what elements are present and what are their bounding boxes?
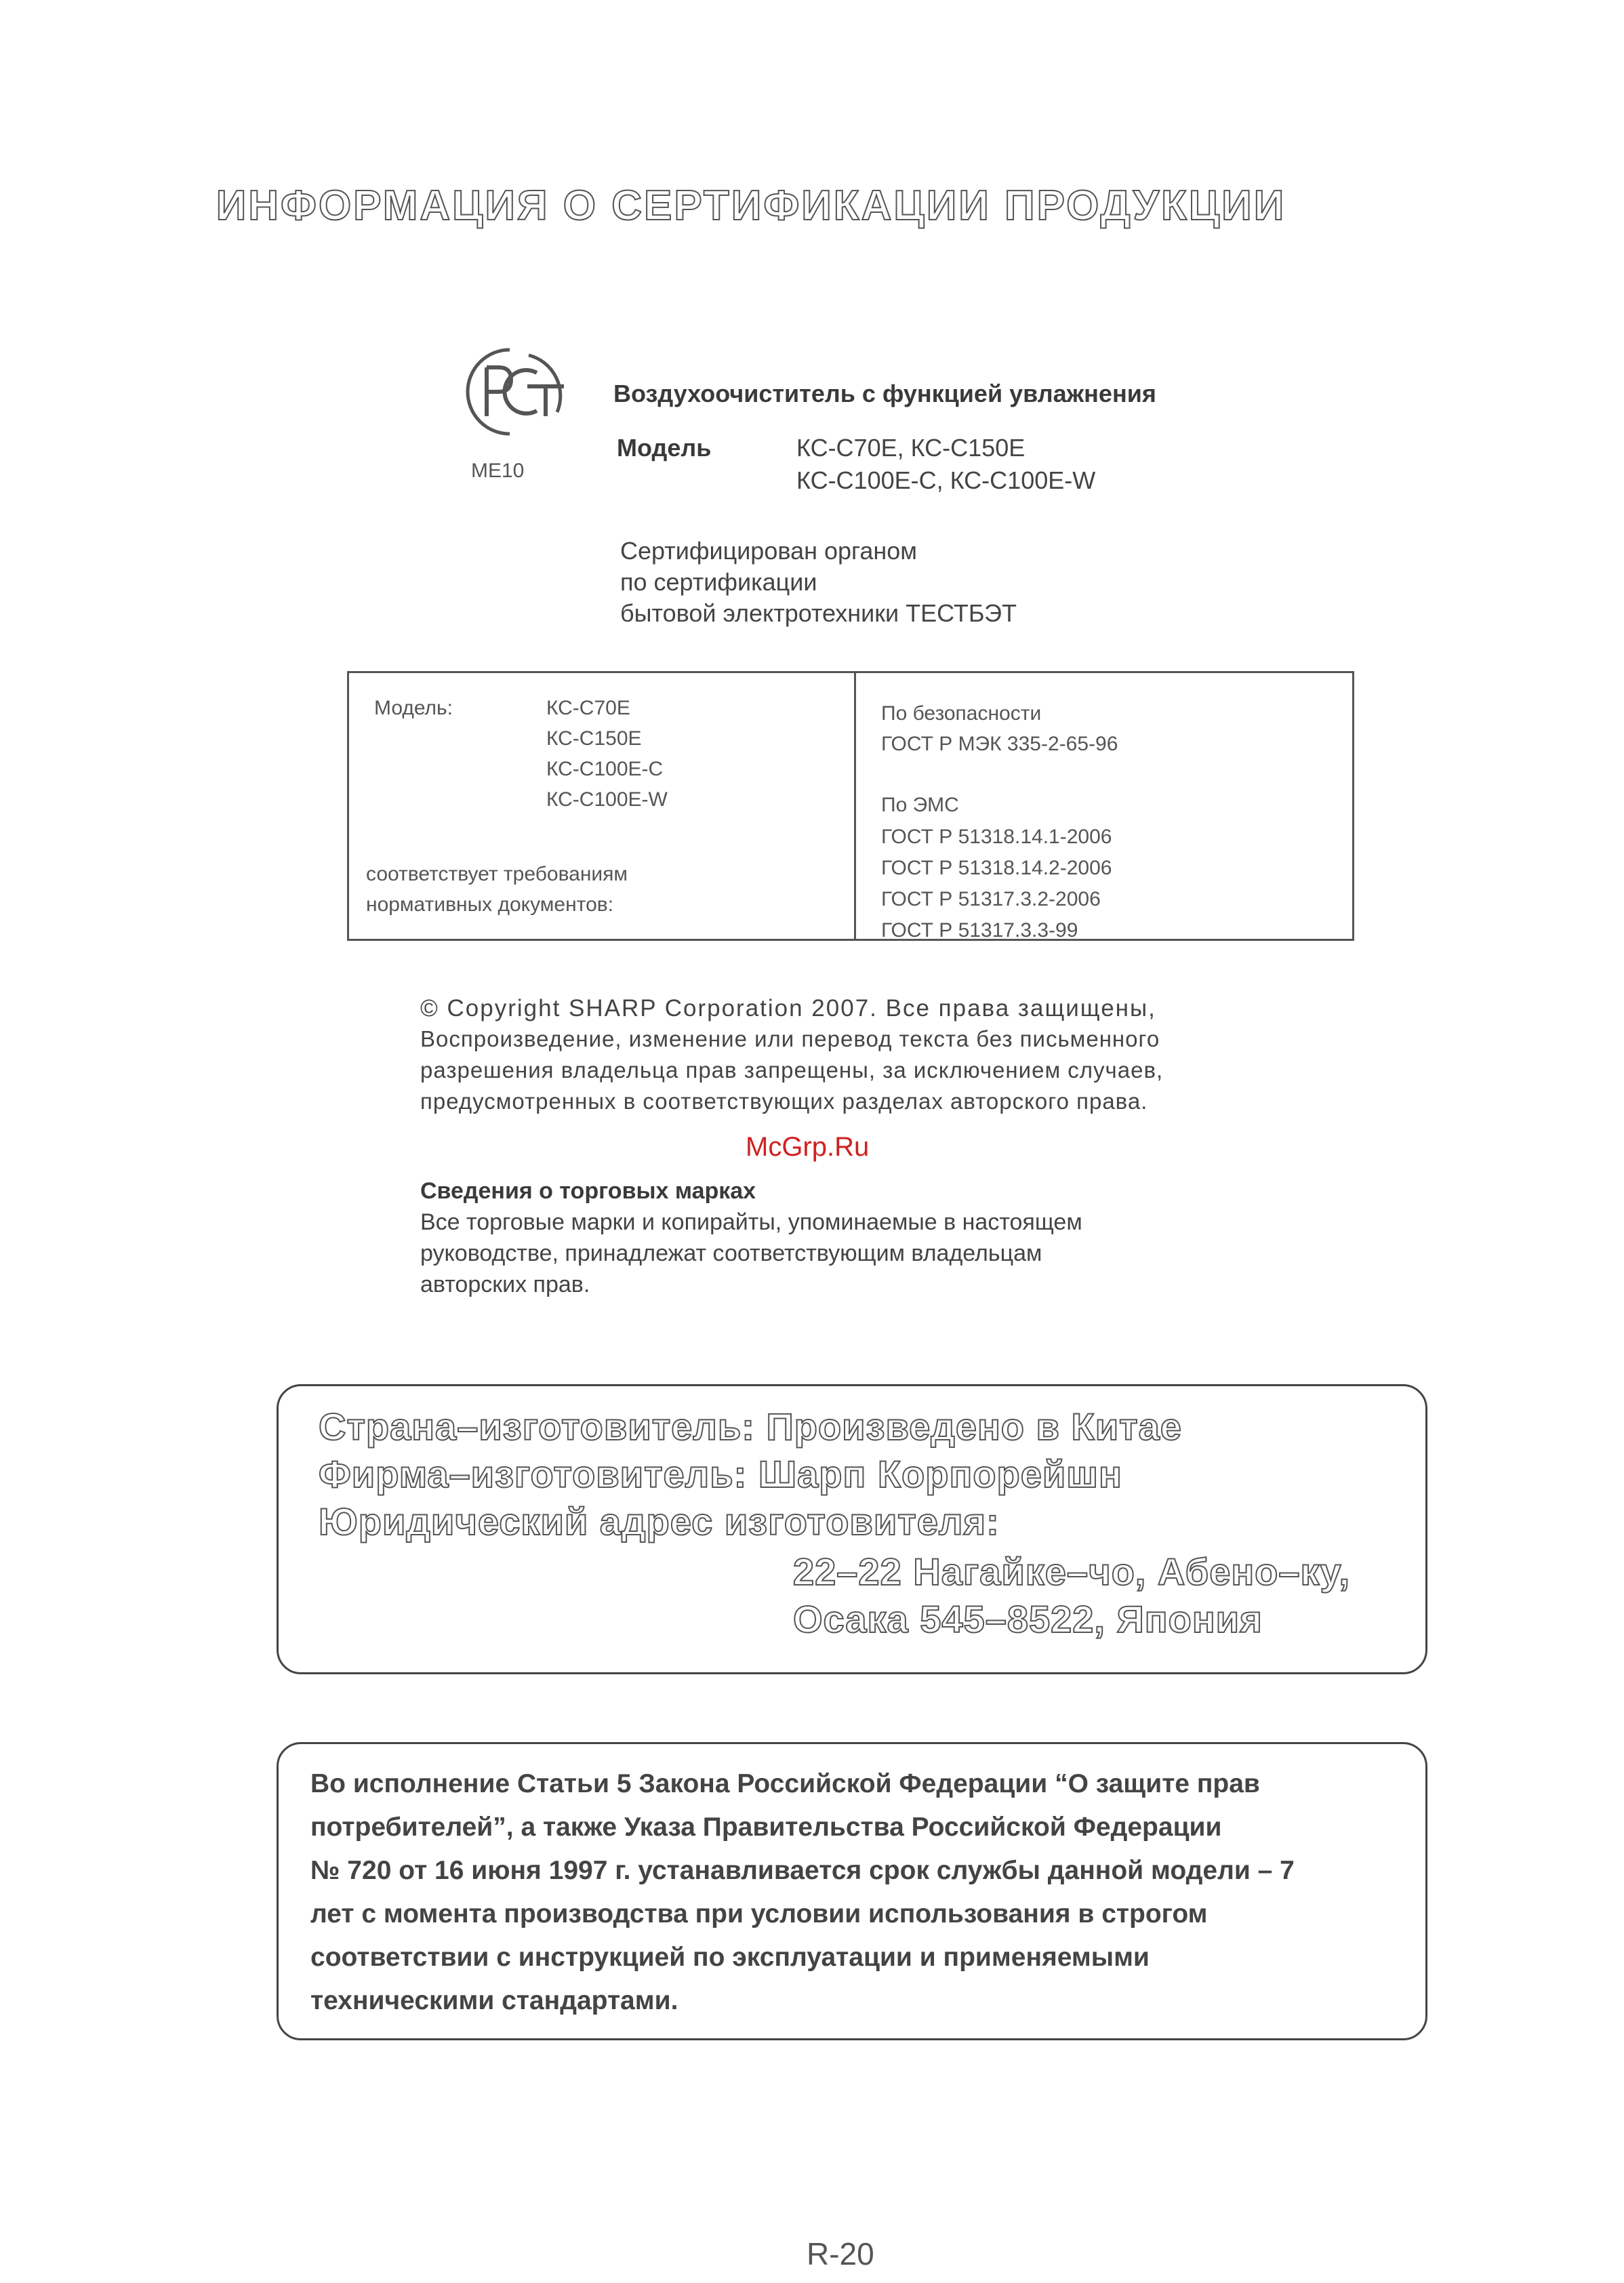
conformity-text: соответствует требованиям bbox=[366, 863, 628, 885]
manufacturer-address-line: 22–22 Нагайке–чо, Абено–ку, bbox=[793, 1550, 1351, 1593]
models-line-2: КС-С100Е-С, КС-С100Е-W bbox=[796, 466, 1096, 494]
emc-label: По ЭМС bbox=[881, 794, 959, 816]
product-name: Воздухоочиститель с функцией увлажнения bbox=[613, 380, 1156, 407]
certified-by-line: Сертифицирован органом bbox=[620, 537, 918, 565]
rst-certification-mark-icon bbox=[434, 338, 576, 446]
emc-standard: ГОСТ Р 51317.3.3-99 bbox=[881, 919, 1078, 942]
service-life-line: № 720 от 16 июня 1997 г. устанавливается срок службы данной модели – 7 bbox=[310, 1856, 1295, 1885]
cert-mark-code: ME10 bbox=[471, 460, 525, 482]
trademarks-line: Все торговые марки и копирайты, упоминаемые в настоящем bbox=[420, 1209, 1082, 1235]
model-label: Модель bbox=[617, 434, 712, 462]
trademarks-line: авторских прав. bbox=[420, 1272, 590, 1297]
manufacturer-address-label: Юридический адрес изготовителя: bbox=[319, 1500, 1000, 1543]
manufacturer-address-line: Осака 545–8522, Япония bbox=[793, 1598, 1263, 1640]
emc-standard: ГОСТ Р 51317.3.2-2006 bbox=[881, 888, 1101, 910]
service-life-line: Во исполнение Статьи 5 Закона Российской Федерации “О защите прав bbox=[310, 1769, 1260, 1798]
manufacturer-firm: Фирма–изготовитель: Шарп Корпорейшн bbox=[319, 1453, 1122, 1495]
page-number: R-20 bbox=[807, 2236, 874, 2271]
service-life-line: лет с момента производства при условии использования в строгом bbox=[310, 1899, 1208, 1928]
table-model: КС-С70Е bbox=[546, 697, 630, 719]
page-title: ИНФОРМАЦИЯ О СЕРТИФИКАЦИИ ПРОДУКЦИИ bbox=[216, 182, 1286, 229]
service-life-line: потребителей”, а также Указа Правительства Российской Федерации bbox=[310, 1813, 1222, 1842]
models-line-1: КС-С70Е, КС-С150Е bbox=[796, 434, 1026, 462]
table-model: КС-С100Е-С bbox=[546, 758, 664, 780]
copyright-line: разрешения владельца прав запрещены, за исключением случаев, bbox=[420, 1057, 1164, 1083]
manufacturer-country: Страна–изготовитель: Произведено в Китае bbox=[319, 1405, 1182, 1448]
safety-standard: ГОСТ Р МЭК 335-2-65-96 bbox=[881, 733, 1118, 755]
table-model: КС-С150Е bbox=[546, 727, 642, 750]
copyright-line: Воспроизведение, изменение или перевод текста без письменного bbox=[420, 1026, 1160, 1051]
table-model-label: Модель: bbox=[374, 697, 453, 719]
table-model: КС-С100Е-W bbox=[546, 788, 668, 811]
emc-standard: ГОСТ Р 51318.14.1-2006 bbox=[881, 826, 1112, 848]
watermark: McGrp.Ru bbox=[746, 1132, 870, 1162]
certified-by-line: бытовой электротехники ТЕСТБЭТ bbox=[620, 599, 1017, 627]
service-life-line: техническими стандартами. bbox=[310, 1986, 678, 2015]
copyright-line: © Copyright SHARP Corporation 2007. Все права защищены, bbox=[420, 995, 1156, 1022]
table-divider bbox=[854, 671, 856, 941]
service-life-line: соответствии с инструкцией по эксплуатации и применяемыми bbox=[310, 1943, 1150, 1972]
emc-standard: ГОСТ Р 51318.14.2-2006 bbox=[881, 857, 1112, 879]
safety-label: По безопасности bbox=[881, 702, 1042, 725]
trademarks-line: руководстве, принадлежат соответствующим владельцам bbox=[420, 1240, 1042, 1266]
trademarks-heading: Сведения о торговых марках bbox=[420, 1178, 756, 1204]
certified-by-line: по сертификации bbox=[620, 568, 817, 596]
copyright-line: предусмотренных в соответствующих разделах авторского права. bbox=[420, 1089, 1148, 1114]
conformity-text: нормативных документов: bbox=[366, 893, 614, 916]
